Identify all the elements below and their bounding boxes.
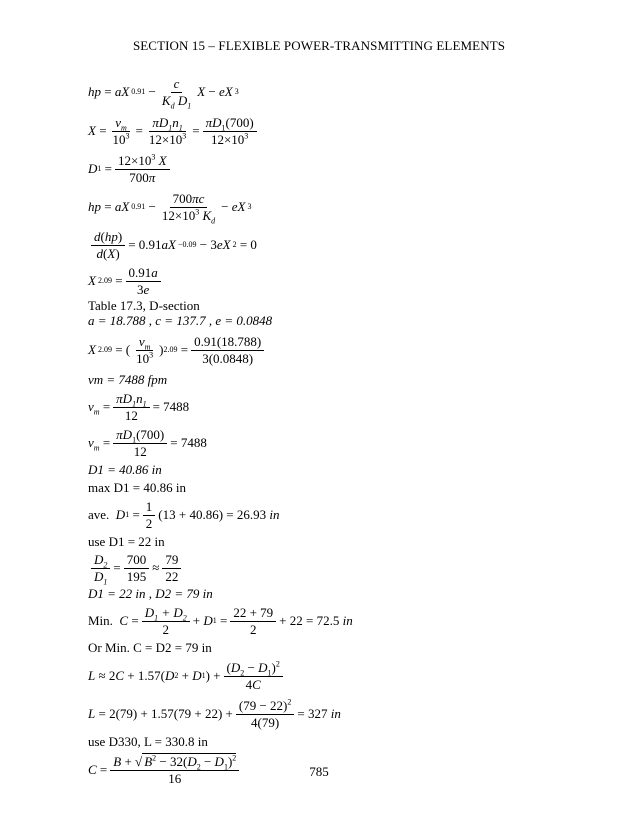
use-d1: use D1 = 22 in	[88, 534, 165, 550]
constants-line: a = 18.788 , c = 137.7 , e = 0.0848	[88, 313, 273, 329]
equation-hp-1: hp = aX 0.91 − $\frac{c}{K_d D_1}$ X − eX 3	[88, 75, 239, 111]
equation-min-c: Min. C = $\frac{D_1 + D_2}{2}$ + D 1 = $\frac{22 + 79}{2}$ + 22 = 72.5 in	[88, 604, 353, 637]
equation-vm-2: $v_m$ = $\frac{\pi D_1(700)}{12}$ = 7488	[88, 426, 207, 459]
equation-d1: D 1 = $\frac{12\times 10^3 X}{700\pi}$	[88, 150, 558, 188]
equation-x-solve: X 2.09 = ( $\frac{v_m}{10^3}$ ) 2.09 = $\frac{0.91(18.788)}{3(0.0848)}$	[88, 329, 558, 371]
table-reference: Table 17.3, D-section	[88, 297, 200, 313]
page-number: 785	[309, 764, 329, 779]
max-d1: max D1 = 40.86 in	[88, 480, 186, 496]
equation-length-1: L ≈ 2 C + 1.57( D 2 + D 1 ) + $\frac{(D_2 - D_1)^2}{4C}$	[88, 657, 558, 695]
equation-x-power: X 2.09 = $\frac{0.91a}{3e}$	[88, 264, 558, 298]
d1-d2-values: D1 = 22 in , D2 = 79 in	[88, 586, 213, 602]
page-header: SECTION 15 – FLEXIBLE POWER-TRANSMITTING ELEMENTS	[132, 38, 506, 53]
vm-result: vm = 7488 fpm	[88, 372, 168, 388]
d1-result: D1 = 40.86 in	[88, 462, 162, 478]
equation-x: X = $\frac{v_m}{10^3}$ = $\frac{\pi D_1n_1}{12\times 10^3}$ = $\frac{\pi D_1(700)}{12\times 10^3}$	[88, 112, 558, 150]
equation-derivative: $\frac{d(hp)}{d(X)}$ = 0.91 aX −0.09 − 3 eX 2 = 0	[88, 226, 558, 264]
equation-vm-1: $v_m$ = $\frac{\pi D_1n_1}{12}$ = 7488	[88, 390, 190, 423]
equation-center-distance: C = $\frac{B + √ B^2 - 32(D_2 - D_1)^2}{16}$	[88, 751, 558, 789]
equation-avg-d1: ave. D 1 = $\frac{1}{2}$ (13 + 40.86) = 26.93 in	[88, 498, 280, 531]
use-d330: use D330, L = 330.8 in	[88, 734, 208, 750]
equation-hp-2: hp = aX 0.91 − $\frac{700\pi c}{12\times 10^3 K_d}$ − eX 3	[88, 190, 252, 226]
solution-body	[88, 72, 558, 789]
equation-ratio: $\frac{D_2}{D_1}$ = $\frac{700}{195}$ ≈ $\frac{79}{22}$	[88, 551, 558, 585]
equation-length-2: L = 2(79) + 1.57(79 + 22) + $\frac{(79 - 22)^2}{4(79)}$ = 327 in	[88, 697, 341, 730]
or-min-c: Or Min. C = D2 = 79 in	[88, 640, 212, 656]
